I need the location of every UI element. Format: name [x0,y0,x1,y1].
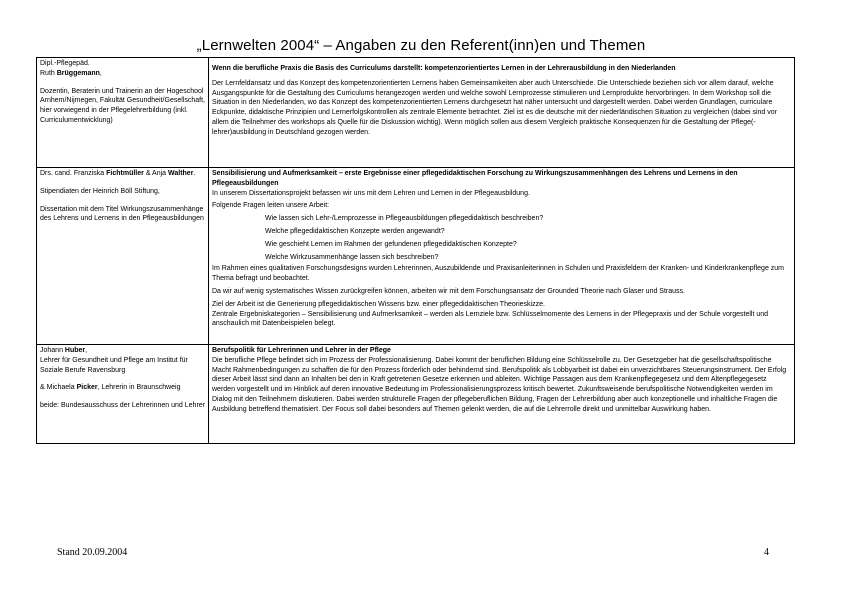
question-item: Welche Wirkzusammenhänge lassen sich beschreiben? [265,253,439,261]
speaker-name: Johann Huber, [40,347,88,354]
topic-paragraph: Ziel der Arbeit ist die Generierung pflegedidaktischen Wissens bzw. einer pflegedidaktischen Theorieskizze. [212,300,545,308]
table-row [37,345,795,444]
question-item: Wie lassen sich Lehr-/Lernprozesse in Pflegeausbildungen pflegedidaktisch beschreiben? [265,215,544,223]
topic-paragraph: In unserem Dissertationsprojekt befassen wir uns mit dem Lehren und Lernen in der Pflegeausbildung. [212,189,530,197]
page-number: 4 [764,547,769,558]
topic-cell [209,168,795,345]
speaker-cell [37,345,209,444]
topic-paragraph: Da wir auf wenig systematisches Wissen zurückgreifen können, arbeiten wir mit dem Forschungsansatz der Grounded Theorie nach Glaser und Strauss. [212,287,685,295]
page-title: „Lernwelten 2004“ – Angaben zu den Referent(inn)en und Themen [196,37,646,54]
topic-cell [209,58,795,168]
question-item: Welche pflegedidaktischen Konzepte werden angewandt? [265,227,445,235]
topic-paragraph: Im Rahmen eines qualitativen Forschungsdesigns wurden Lehrerinnen, Auszubildende und Praxisanleiterinnen in Schulen und Praxisfeldern der Kranken- und Kinderkrankenpflege zum Thema befragt und beobachtet. [212,265,785,283]
topic-title: Berufspolitik für Lehrerinnen und Lehrer in der Pflege [212,347,391,354]
topic-description: Der Lernfeldansatz und das Konzept des kompetenzorientierten Lernens haben Gemeinsamkeiten aber auch Unterschiede. Die Unterschiede beziehen sich vor allem darauf, welche Ausgangspunkte für die Gestaltung des Curriculums herangezogen werden und welche sowohl Lernprozesse stimulieren und Lernprodukte hervorbringen. In dem Workshop soll die Situation in den Niederlanden, wo das Konzept des kompetenzorientierten Lernens durchgesetzt hat näher untersucht und dargestellt werden. Dabei werden Grundlagen, curriculare Eckpunkte, didaktische Prinzipien und Lernerfolgskontrollen als zentrale Elemente betrachtet. Ziel ist es die deutsche mit der niederländischen Situation zu vergleichen (dabei sind vor allem die Teilnehmer des workshops als Quelle für die Diskussion wichtig). Wenn möglich sollen aus diesem Vergleich praktische Konsequenzen für die Gestaltung der Pflege(-lehrer)ausbildung in Deutschland gezogen werden. [212,79,777,136]
topic-cell [209,345,795,444]
speaker-dissertation: Dissertation mit dem Titel Wirkungszusammenhänge des Lehrens und Lernens in den Pflegeausbildungen [40,205,204,223]
speaker-affiliation: beide: Bundesausschuss der Lehrerinnen und Lehrer [40,402,206,410]
table-row [37,58,795,168]
speaker-affiliation: Lehrer für Gesundheit und Pflege am Institut für Soziale Berufe Ravensburg [40,356,188,374]
speaker-affiliation: Dozentin, Beraterin und Trainerin an der Hogeschool Arnhem/Nijmegen, Fakultät Gesundheit/Gesellschaft, hier vorwiegend in der Pflegelehrerbildung (inkl. Curriculumentwicklung) [40,87,205,124]
speaker-name: Ruth Brüggemann, [40,69,102,77]
topic-paragraph: Zentrale Ergebniskategorien – Sensibilisierung und Aufmerksamkeit – werden als Lernziele bzw. Schlüsselmomente des Lernens in der Pflegepraxis und der Schule vorgestellt und anschaulich mit Datenbeispielen belegt. [212,310,769,328]
speaker-cell [37,168,209,345]
topic-paragraph: Folgende Fragen leiten unsere Arbeit: [212,202,330,210]
question-item: Wie geschieht Lernen im Rahmen der gefundenen pflegedidaktischen Konzepte? [265,240,517,248]
table-row [37,168,795,345]
speakers-table [36,57,795,444]
topic-title: Sensibilisierung und Aufmerksamkeit – erste Ergebnisse einer pflegedidaktischen Forschung zu Wirkungszusammenhängen des Lehrens und Lernens in den Pflegeausbildungen [212,170,738,187]
speaker-affiliation: Stipendiaten der Heinrich Böll Stiftung, [40,187,160,195]
topic-description: Die berufliche Pflege befindet sich im Prozess der Professionalisierung. Dabei kommt der beruflichen Bildung eine Schlüsselrolle zu. Der Gesetzgeber hat die gesellschaftspolitische Macht Rahmenbedingungen zu schaffen die für den Prozess förderlich oder behindernd sind. Berufspolitik als Lobbyarbeit ist dabei ein unverzichtbares Steuerungsinstrument. Der Erfolg dieser Arbeit lässt sind dann an Inhalten bei den in Kraft getretenen Gesetze erkennen und ableiten. Wichtige Passagen aus dem Krankenpflegegesetz und dem Altenpflegegesetz werden vorgestellt und im Hinblick auf deren innovative Bedeutung im Professionalisierungsprozess kritisch bewertet. Zukunftsweisende berufspolitische Notwendigkeiten werden im Dialog mit den Teilnehmern diskutieren. Dabei werden strukturelle Fragen der pflegeberuflichen Bildung, Fragen der Lehrerbildung aber auch konzeptionelle und inhaltliche Fragen die Ausbildung betreffend thematisiert. Der Focus soll dabei besonders auf Themen gelenkt werden, die auf die Lehrerrolle direkt und unmittelbar Auswirkung haben. [212,356,787,413]
speaker-name: & Michaela Picker, Lehrerin in Braunschweig [40,384,181,392]
speaker-title: Dipl.-Pflegepäd. [40,60,90,67]
speaker-name: Drs. cand. Franziska Fichtmüller & Anja Walther. [40,170,196,177]
topic-title: Wenn die berufliche Praxis die Basis des Curriculums darstellt: kompetenzorientiertes Lernen in der Lehrerausbildung in den Niederlanden [212,65,676,72]
footer-date: Stand 20.09.2004 [57,547,128,558]
speaker-cell [37,58,209,168]
